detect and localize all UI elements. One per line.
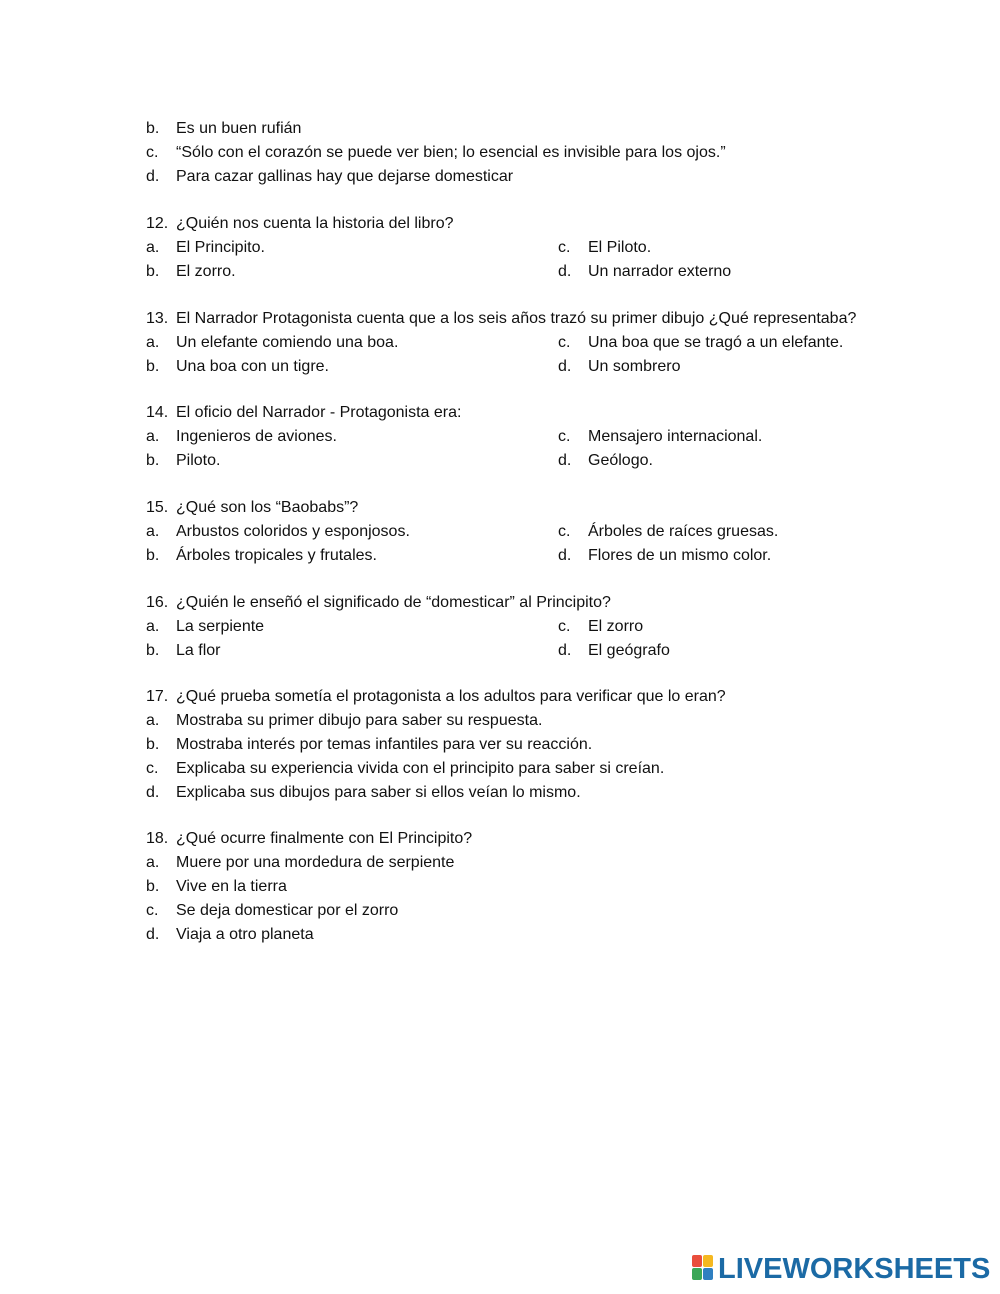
question-stem — [146, 401, 906, 425]
option-c — [146, 141, 906, 165]
question-15 — [146, 496, 906, 568]
option-text: El zorro — [588, 618, 644, 635]
logo-text: LIVEWORKSHEETS — [718, 1253, 991, 1285]
liveworksheets-logo-icon — [692, 1255, 714, 1281]
option-row — [146, 520, 906, 544]
option-label: b. — [146, 358, 160, 375]
option-text: Ingenieros de aviones. — [176, 428, 337, 445]
option-label: b. — [146, 642, 160, 659]
option-c — [146, 899, 906, 923]
option-row — [146, 260, 906, 284]
question-stem — [146, 827, 906, 851]
question-stem — [146, 496, 906, 520]
option-label: d. — [558, 547, 572, 564]
option-b — [146, 733, 906, 757]
option-text: Vive en la tierra — [176, 878, 287, 895]
question-16 — [146, 591, 906, 663]
question-stem — [146, 685, 906, 709]
option-b — [146, 117, 906, 141]
option-row — [146, 615, 906, 639]
option-label: b. — [146, 736, 160, 753]
option-text: Arbustos coloridos y esponjosos. — [176, 523, 410, 540]
option-label: a. — [146, 428, 160, 445]
option-a — [146, 851, 906, 875]
option-text: Árboles de raíces gruesas. — [588, 523, 779, 540]
option-text: Un elefante comiendo una boa. — [176, 334, 399, 351]
option-label: a. — [146, 712, 160, 729]
question-13 — [146, 307, 906, 379]
option-text: Mostraba su primer dibujo para saber su respuesta. — [176, 712, 543, 729]
option-text: Árboles tropicales y frutales. — [176, 547, 377, 564]
option-text: Flores de un mismo color. — [588, 547, 772, 564]
option-text: El zorro. — [176, 263, 236, 280]
option-text: Es un buen rufián — [176, 120, 302, 137]
option-text: Mostraba interés por temas infantiles para ver su reacción. — [176, 736, 593, 753]
option-label: d. — [558, 452, 572, 469]
question-11-continuation — [146, 117, 906, 189]
option-label: c. — [558, 523, 571, 540]
option-text: El Piloto. — [588, 239, 652, 256]
option-label: c. — [558, 239, 571, 256]
option-text: Explicaba sus dibujos para saber si ellos veían lo mismo. — [176, 784, 581, 801]
question-text: El Narrador Protagonista cuenta que a los seis años trazó su primer dibujo ¿Qué representaba? — [176, 310, 857, 327]
question-text: ¿Quién le enseñó el significado de “domesticar” al Principito? — [176, 594, 611, 611]
option-label: a. — [146, 239, 160, 256]
option-d — [146, 923, 906, 947]
option-label: d. — [146, 784, 160, 801]
option-label: b. — [146, 547, 160, 564]
option-label: a. — [146, 854, 160, 871]
option-text: “Sólo con el corazón se puede ver bien; lo esencial es invisible para los ojos.” — [176, 144, 726, 161]
option-a — [146, 709, 906, 733]
option-row — [146, 639, 906, 663]
option-label: a. — [146, 618, 160, 635]
option-label: d. — [558, 642, 572, 659]
option-row — [146, 331, 906, 355]
option-text: Una boa con un tigre. — [176, 358, 329, 375]
option-text: Muere por una mordedura de serpiente — [176, 854, 455, 871]
option-text: Viaja a otro planeta — [176, 926, 314, 943]
option-text: La serpiente — [176, 618, 265, 635]
option-text: Geólogo. — [588, 452, 653, 469]
question-number: 16. — [146, 594, 169, 611]
option-label: b. — [146, 452, 160, 469]
option-text: Explicaba su experiencia vivida con el principito para saber si creían. — [176, 760, 665, 777]
option-text: Una boa que se tragó a un elefante. — [588, 334, 844, 351]
question-stem — [146, 212, 906, 236]
option-text: El geógrafo — [588, 642, 670, 659]
option-label: b. — [146, 263, 160, 280]
option-text: Un sombrero — [588, 358, 681, 375]
question-number: 17. — [146, 688, 169, 705]
option-text: El Principito. — [176, 239, 265, 256]
option-text: La flor — [176, 642, 221, 659]
question-18 — [146, 827, 906, 947]
option-label: d. — [146, 168, 160, 185]
option-row — [146, 355, 906, 379]
option-d — [146, 165, 906, 189]
option-text: Mensajero internacional. — [588, 428, 763, 445]
option-b — [146, 875, 906, 899]
option-row — [146, 236, 906, 260]
question-stem — [146, 591, 906, 615]
question-text: ¿Quién nos cuenta la historia del libro? — [176, 215, 454, 232]
question-stem — [146, 307, 906, 331]
question-12 — [146, 212, 906, 284]
option-label: c. — [146, 760, 159, 777]
option-d — [146, 781, 906, 805]
question-number: 14. — [146, 404, 169, 421]
option-text: Se deja domesticar por el zorro — [176, 902, 399, 919]
option-text: Un narrador externo — [588, 263, 732, 280]
question-number: 15. — [146, 499, 169, 516]
question-14 — [146, 401, 906, 473]
option-text: Para cazar gallinas hay que dejarse domesticar — [176, 168, 514, 185]
option-label: a. — [146, 523, 160, 540]
option-label: c. — [146, 902, 159, 919]
option-row — [146, 544, 906, 568]
question-text: ¿Qué ocurre finalmente con El Principito? — [176, 830, 473, 847]
option-label: d. — [558, 263, 572, 280]
option-label: c. — [146, 144, 159, 161]
option-label: b. — [146, 120, 160, 137]
option-label: d. — [558, 358, 572, 375]
option-c — [146, 757, 906, 781]
question-text: El oficio del Narrador - Protagonista era: — [176, 404, 462, 421]
question-number: 18. — [146, 830, 169, 847]
option-label: b. — [146, 878, 160, 895]
option-text: Piloto. — [176, 452, 221, 469]
liveworksheets-logo[interactable] — [692, 1252, 992, 1286]
option-row — [146, 449, 906, 473]
option-label: c. — [558, 428, 571, 445]
question-17 — [146, 685, 906, 805]
option-row — [146, 425, 906, 449]
question-text: ¿Qué son los “Baobabs”? — [176, 499, 359, 516]
option-label: d. — [146, 926, 160, 943]
question-text: ¿Qué prueba sometía el protagonista a los adultos para verificar que lo eran? — [176, 688, 726, 705]
question-number: 12. — [146, 215, 169, 232]
option-label: c. — [558, 334, 571, 351]
option-label: a. — [146, 334, 160, 351]
question-number: 13. — [146, 310, 169, 327]
option-label: c. — [558, 618, 571, 635]
